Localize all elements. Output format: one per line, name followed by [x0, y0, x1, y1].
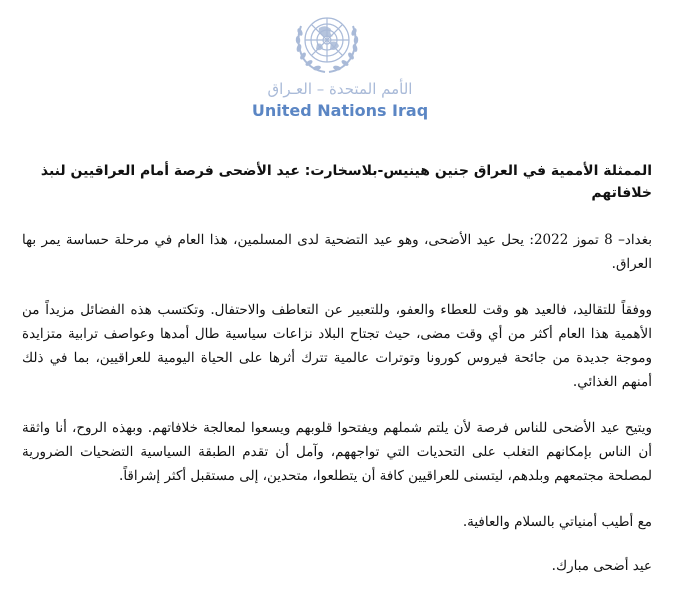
paragraph-greeting: عيد أضحى مبارك. — [551, 558, 652, 574]
press-release-body — [22, 160, 652, 600]
paragraph-wishes: مع أطيب أمنياتي بالسلام والعافية. — [462, 514, 652, 530]
paragraph-opportunity: ويتيح عيد الأضحى للناس فرصة لأن يلتم شملهم ويفتحوا قلوبهم ويسعوا لمعالجة خلافاتهم. وبهذه الروح، أنا واثقة أن الناس بإمكانهم التغلب على التحديات التي تواجههم، وآمل أن تقدم الطبقة السياسية التضحيات الضرورية لمصلحة مجتمعهم وبلدهم، ليتسنى للعراقيين كافة أن يتطلعوا، متحدين، إلى مستقبل أكثر إشراقاً. — [22, 420, 652, 484]
headline: الممثلة الأممية في العراق جنين هينيس-بلاسخارت: عيد الأضحى فرصة أمام العراقيين لنبذ خلافاتهم — [40, 163, 652, 201]
paragraph-traditions: ووفقاً للتقاليد، فالعيد هو وقت للعطاء والعفو، وللتعبير عن التعاطف والاحتفال. وتكتسب هذه الفضائل مزيداً من الأهمية هذا العام أكثر من أي وقت مضى، حيث تجتاح البلاد نزاعات سياسية طال أمدها وعواصف ترابية متزايدة وموجة جديدة من جائحة فيروس كورونا وتوترات عالمية تترك أثرها على الحياة اليومية للعراقيين، بما في ذلك أمنهم الغذائي. — [22, 302, 652, 390]
letterhead — [0, 0, 680, 130]
paragraph-dateline: بغداد– 8 تموز 2022: يحل عيد الأضحى، وهو عيد التضحية لدى المسلمين، هذا العام في مرحلة حساسة يمر بها العراق. — [22, 232, 652, 272]
org-name-english: United Nations Iraq — [251, 101, 429, 120]
un-emblem-icon — [289, 6, 365, 78]
org-name-arabic: الأمم المتحدة – العـراق — [267, 80, 413, 98]
